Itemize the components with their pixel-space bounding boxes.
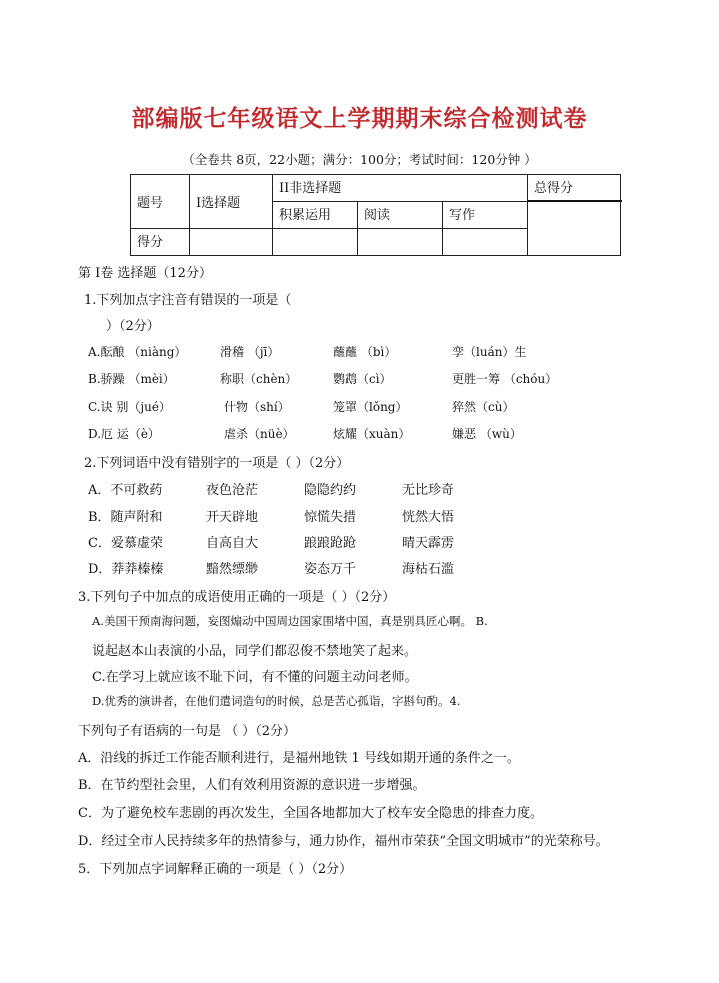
score-cell [273,229,358,256]
q1-option: 更胜一筹 （chóu） [452,372,558,386]
q1-option: 称职（chèn） [220,372,298,386]
q3-option-b: 说起赵本山表演的小品，同学们都忍俊不禁地笑了起来。 [92,644,418,659]
q2-option: A．不可救药 [88,483,163,498]
score-cell [190,229,273,256]
total-score-line [528,200,622,202]
q2-option: 踉踉跄跄 [304,536,357,551]
q2-option: 夜色沧茫 [206,483,259,498]
q1-option: 蘸蘸 （bì） [333,345,397,359]
q1-option: 炫耀（xuàn） [333,427,411,441]
q4-option-a: A．沿线的拆迁工作能否顺利进行，是福州地铁 1 号线如期开通的条件之一。 [78,751,520,766]
q2-option: 黯然缥缈 [206,562,259,577]
row-score-label: 得分 [131,229,190,256]
q1-option: 虐杀（nüè） [224,427,295,441]
q2-option: 无比珍奇 [402,483,455,498]
q4-option-c: C．为了避免校车悲剧的再次发生，全国各地都加大了校车安全隐患的排查力度。 [78,806,543,821]
header-accumulation: 积累运用 [273,202,358,229]
score-cell [358,229,443,256]
header-section-2: II非选择题 [273,175,528,202]
q3-stem: 3.下列句子中加点的成语使用正确的一项是（ ）（2分） [78,590,396,605]
q2-option: C．爱慕虚荣 [88,536,163,551]
q1-option: 孪（luán）生 [452,345,527,359]
score-table [130,174,621,256]
q2-option: 海枯石滥 [402,562,455,577]
header-question-number: 题号 [131,175,190,229]
q1-option: 笼罩（lǒng） [333,400,408,414]
q1-option: D.厄 运（è） [88,427,160,441]
q1-option: 猝然（cù） [452,400,515,414]
q3-option-c: C.在学习上就应该不耻下问，有不懂的问题主动问老师。 [92,670,418,685]
score-cell [443,229,528,256]
part1-heading: 第 I卷 选择题（12分） [78,266,212,281]
q3-option-a: A.美国干预南海问题，妄图煽动中国周边国家围堵中国，真是别具匠心啊。 B. [92,614,488,628]
q2-option: B．随声附和 [88,510,163,525]
q1-stem: 1.下列加点字注音有错误的一项是（ [84,293,292,308]
header-writing: 写作 [443,202,528,229]
q2-option: 自高自大 [206,536,259,551]
q4-option-b: B．在节约型社会里，人们有效利用资源的意识进一步增强。 [78,778,426,793]
q5-stem: 5．下列加点字词解释正确的一项是（ ）（2分） [78,862,353,877]
q1-option: A.酝酿 （niàng） [88,345,187,359]
q4-option-d: D．经过全市人民持续多年的热情参与，通力协作，福州市荣获“全国文明城市”的光荣称号。 [78,834,609,849]
q1-option: 鹦鹉（cì） [333,372,392,386]
q3-option-d: D.优秀的演讲者，在他们遣词造句的时候，总是苦心孤诣，字斟句酌。4. [92,694,461,708]
q1-option: C.诀 别（jué） [88,400,171,414]
q2-option: 开天辟地 [206,510,259,525]
q2-option: 惊慌失措 [304,510,357,525]
q2-stem: 2.下列词语中没有错别字的一项是（ ）（2分） [84,456,350,471]
header-reading: 阅读 [358,202,443,229]
q2-option: 恍然大悟 [402,510,455,525]
q2-option: 姿态万千 [304,562,357,577]
q4-stem: 下列句子有语病的一句是 （ ）（2分） [78,724,297,739]
q1-stem-tail: ）（2分） [106,319,160,334]
q1-option: 嫌恶 （wù） [452,427,522,441]
header-section-1: I选择题 [190,175,273,229]
q2-option: D．莽莽榛榛 [88,562,164,577]
q2-option: 晴天霹雳 [402,536,455,551]
q1-option: 什物（shí） [224,400,290,414]
page-title: 部编版七年级语文上学期期末综合检测试卷 [131,105,588,132]
header-total-score: 总得分 [528,175,621,256]
exam-info: （全卷共 8页，22小题；满分：100分；考试时间：120分钟 ） [182,152,537,167]
q1-option: B.骄躁 （mèi） [88,372,175,386]
q2-option: 隐隐约约 [304,483,357,498]
q1-option: 滑稽 （jī） [220,345,280,359]
